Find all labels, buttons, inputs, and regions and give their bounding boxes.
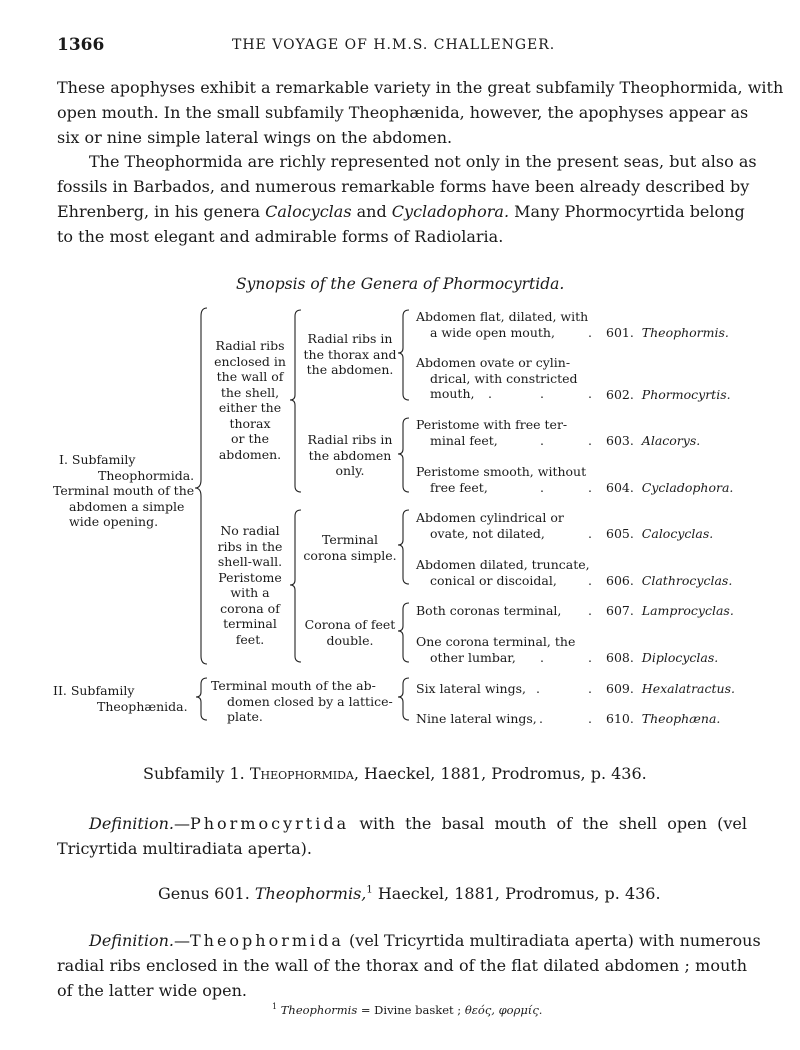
genus-610: 610. Theophæna. [606, 711, 721, 726]
text-line: Definition.—Theophormida (vel Tricyrtida multiradiata aperta) with numerous [89, 931, 761, 950]
text-line: The Theophormida are richly represented not only in the present seas, but also as [89, 152, 757, 171]
character-605: Abdomen cylindrical or ovate, not dilated, . [416, 510, 592, 541]
character-610: Nine lateral wings, . . [416, 711, 592, 726]
character-608: One corona terminal, the other lumbar, . . [416, 634, 592, 665]
character-607: Both coronas terminal, . [416, 603, 592, 618]
group-radial-ribs-enclosed: Radial ribs enclosed in the wall of the shell, either the thorax or the abdomen. [214, 338, 286, 462]
subgroup-ribs-abdomen-only: Radial ribs in the abdomen only. [307, 432, 393, 478]
synopsis-title: Synopsis of the Genera of Phormocyrtida. [236, 275, 565, 293]
character-603: Peristome with free ter- minal feet, . . [416, 417, 592, 448]
character-604: Peristome smooth, without free feet, . . [416, 464, 592, 495]
genus-603: 603. Alacorys. [606, 433, 701, 448]
character-609: Six lateral wings, . . [416, 681, 592, 696]
brace-subfamily-1 [195, 308, 207, 664]
brace-b1 [398, 510, 409, 584]
brace-a1 [398, 310, 409, 400]
text-line: to the most elegant and admirable forms of Radiolaria. [57, 227, 504, 246]
text-line: These apophyses exhibit a remarkable variety in the great subfamily Theophormida, with [57, 78, 784, 97]
text-line: six or nine simple lateral wings on the abdomen. [57, 128, 453, 147]
genus-606: 606. Clathrocyclas. [606, 573, 733, 588]
group-lattice-plate: Terminal mouth of the ab- domen closed by a lattice- plate. [211, 678, 393, 724]
subgroup-corona-double: Corona of feet double. [304, 617, 396, 648]
subfamily-1-label: I. Subfamily Theophormida. Terminal mouth of the abdomen a simple wide opening. [53, 452, 195, 529]
genus-604: 604. Cycladophora. [606, 480, 734, 495]
character-606: Abdomen dilated, truncate, conical or discoidal, . [416, 557, 592, 588]
running-title: THE VOYAGE OF H.M.S. CHALLENGER. [232, 37, 556, 53]
brace-subfamily-2-left [196, 678, 207, 720]
genus-609: 609. Hexalatractus. [606, 681, 735, 696]
definition-genus [57, 928, 761, 1003]
text-line: of the latter wide open. [57, 981, 247, 1000]
genus-601: 601. Theophormis. [606, 325, 729, 340]
text-line: fossils in Barbados, and numerous remarkable forms have been already described by [57, 177, 750, 196]
text-line: radial ribs enclosed in the wall of the thorax and of the flat dilated abdomen ; mouth [57, 956, 747, 975]
brace-group-c-right [398, 678, 409, 720]
brace-group-b [290, 510, 301, 662]
brace-a2 [398, 418, 409, 492]
subfamily-heading: Subfamily 1. Theophormida, Haeckel, 1881, Prodromus, p. 436. [143, 764, 647, 783]
genus-heading: Genus 601. Theophormis,$^1$ Haeckel, 1881, Prodromus, p. 436. [158, 884, 661, 903]
character-601: Abdomen flat, dilated, with a wide open mouth, . [416, 309, 592, 340]
character-602: Abdomen ovate or cylin- drical, with constricted mouth, . . . [416, 355, 592, 401]
footnote: $^1$ Theophormis = Divine basket ; θεός, φορμίς. [272, 1002, 543, 1017]
brace-group-a [290, 310, 301, 492]
genus-605: 605. Calocyclas. [606, 526, 714, 541]
text-line: open mouth. In the small subfamily Theophænida, however, the apophyses appear as [57, 103, 749, 122]
subfamily-2-label: II. Subfamily Theophænida. [53, 683, 188, 714]
page-number: 1366 [57, 35, 105, 55]
text-line: Definition.—Phormocyrtida with the basal mouth of the shell open (vel [89, 814, 747, 833]
text-line: Ehrenberg, in his genera Calocyclas and Cycladophora. Many Phormocyrtida belong [57, 202, 745, 221]
brace-b2 [398, 603, 409, 662]
text-line: Tricyrtida multiradiata aperta). [57, 839, 312, 858]
genus-607: 607. Lamprocyclas. [606, 603, 734, 618]
definition-subfamily [57, 811, 747, 861]
subgroup-ribs-thorax-abdomen: Radial ribs in the thorax and the abdomen. [303, 331, 397, 377]
genus-602: 602. Phormocyrtis. [606, 387, 731, 402]
subgroup-corona-simple: Terminal corona simple. [303, 532, 397, 563]
group-no-radial-ribs: No radial ribs in the shell-wall. Peristome with a corona of terminal feet. [217, 523, 283, 647]
genus-608: 608. Diplocyclas. [606, 650, 719, 665]
